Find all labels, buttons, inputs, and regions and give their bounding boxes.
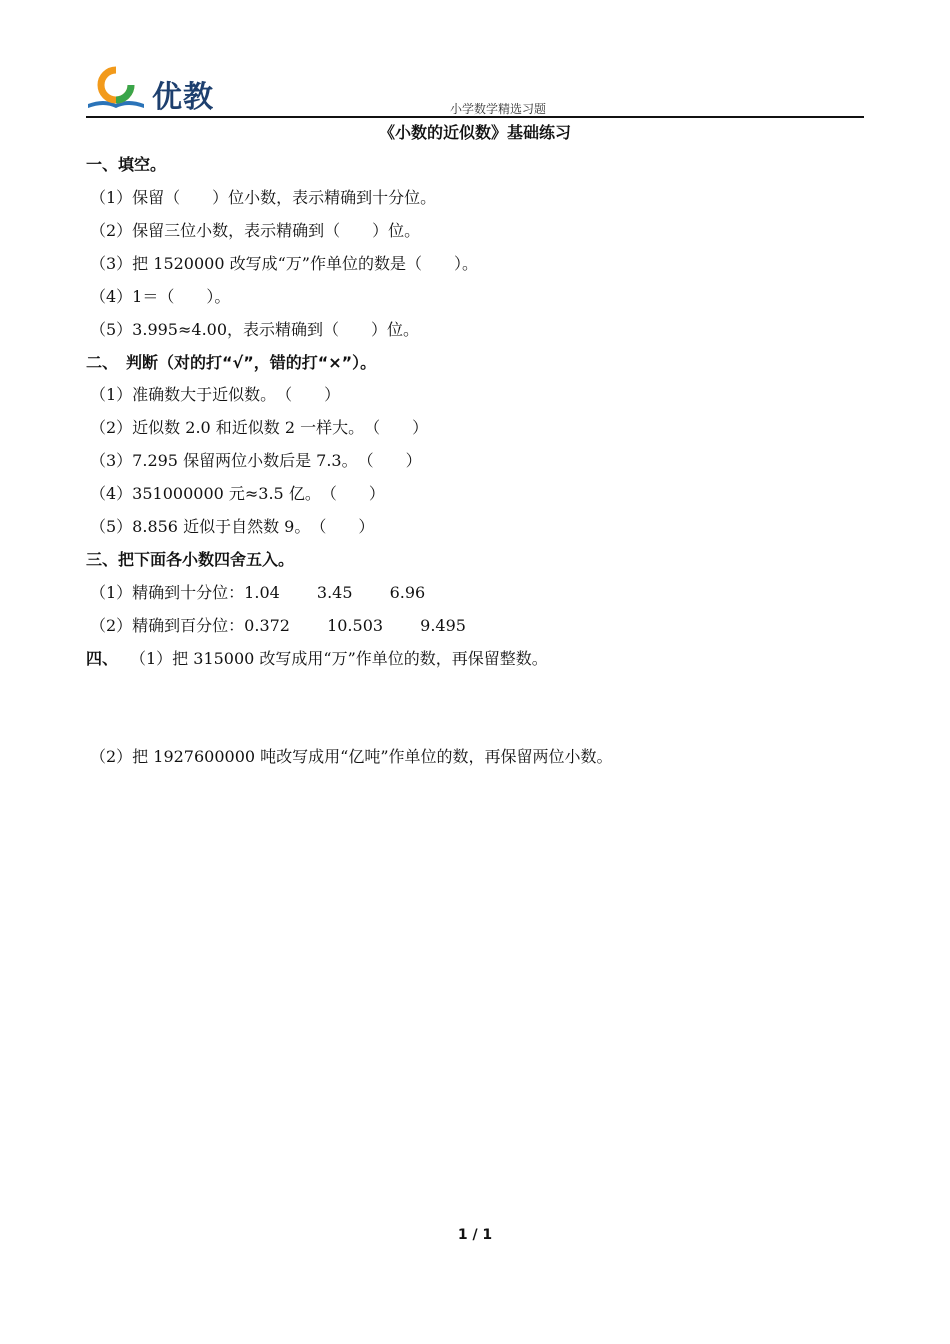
question-item: （1）准确数大于近似数。 （ ）: [90, 385, 341, 404]
section-1-heading: 一、填空。: [86, 155, 167, 174]
section-4-heading: 四、: [86, 649, 119, 668]
section-3-heading: 三、把下面各小数四舍五入。: [86, 550, 295, 569]
question-item: （2）保留三位小数，表示精确到（ ）位。: [90, 221, 421, 240]
worksheet-title: 《小数的近似数》基础练习: [378, 123, 571, 142]
question-item: （4）1＝（ ）。: [90, 287, 231, 306]
question-item: （5）3.995≈4.00，表示精确到（ ）位。: [90, 320, 420, 339]
question-item: （2）精确到百分位：0.372 10.503 9.495: [90, 616, 466, 635]
question-item: （5）8.856 近似于自然数 9。 （ ）: [90, 517, 375, 536]
question-item: （1）精确到十分位：1.04 3.45 6.96: [90, 583, 426, 602]
question-item: （4）351000000 元≈3.5 亿。 （ ）: [90, 484, 385, 503]
question-item: （1）把 315000 改写成用“万”作单位的数，再保留整数。: [130, 649, 548, 668]
question-item: （3）把 1520000 改写成“万”作单位的数是（ ）。: [90, 254, 478, 273]
header-subtitle: 小学数学精选习题: [450, 102, 547, 116]
question-item: （1）保留（ ）位小数，表示精确到十分位。: [90, 188, 437, 207]
question-item: （2）近似数 2.0 和近似数 2 一样大。 （ ）: [90, 418, 429, 437]
header-divider: [86, 116, 864, 118]
section-2-heading: 二、 判断（对的打“√”，错的打“×”）。: [86, 353, 377, 372]
question-item: （3）7.295 保留两位小数后是 7.3。 （ ）: [90, 451, 422, 470]
logo-text: 优教: [152, 80, 214, 115]
page-number: 1 / 1: [457, 1227, 493, 1243]
question-item: （2）把 1927600000 吨改写成用“亿吨”作单位的数，再保留两位小数。: [90, 747, 613, 766]
